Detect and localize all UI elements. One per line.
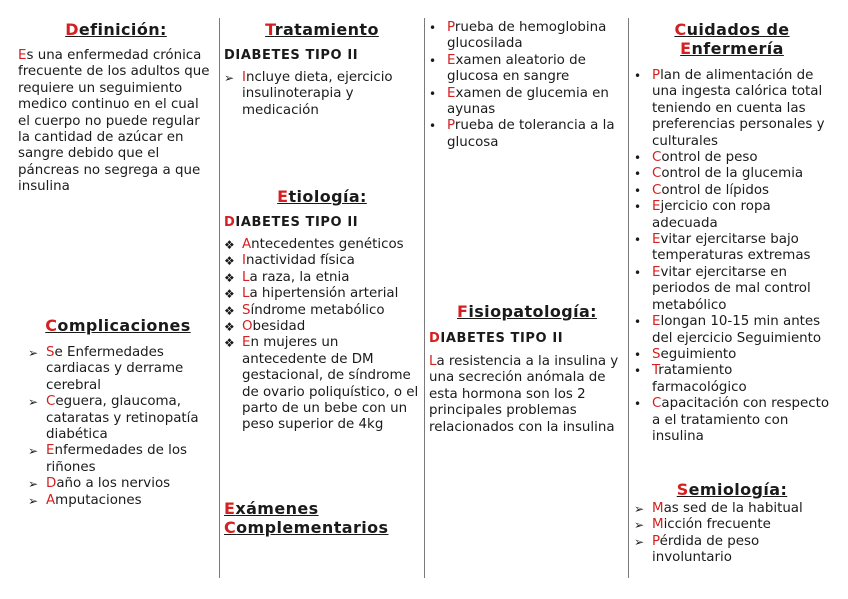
list-item: • Plan de alimentación de una ingesta calórica total teniendo en cuenta las preferencias personales y culturales: [634, 68, 825, 149]
list-item: • Ejercicio con ropa adecuada: [634, 199, 771, 231]
diamond-bullet-icon: ❖: [224, 254, 235, 269]
tratamiento-section: [224, 20, 420, 119]
list-item: • Seguimiento: [634, 346, 737, 362]
diamond-bullet-icon: ❖: [224, 303, 235, 318]
column-divider-2: [424, 18, 425, 578]
complicaciones-title: Complicaciones: [45, 316, 191, 335]
semiologia-section: [634, 480, 830, 567]
definicion-section: [18, 20, 214, 196]
etiologia-list: [224, 237, 420, 434]
arrow-bullet-icon: ➢: [28, 395, 39, 410]
arrow-bullet-icon: ➢: [28, 477, 39, 492]
arrow-bullet-icon: ➢: [224, 71, 235, 85]
list-item: ➢ Se Enfermedades cardiacas y derrame cerebral: [28, 345, 184, 393]
tratamiento-subtitle: DIABETES TIPO II: [224, 48, 359, 63]
list-item: • Capacitación con respecto a el tratamiento con insulina: [634, 396, 830, 444]
cuidados-section: [634, 20, 830, 445]
list-item: • Control de lípidos: [634, 182, 769, 198]
etiologia-title: Etiología:: [277, 187, 367, 206]
examenes-list-section: [429, 20, 625, 151]
tratamiento-list: [224, 70, 420, 119]
list-item: ❖ Antecedentes genéticos: [224, 237, 404, 252]
dot-bullet-icon: •: [429, 21, 437, 35]
list-item: ➢ Mas sed de la habitual: [634, 501, 803, 516]
diamond-bullet-icon: ❖: [224, 238, 235, 252]
complicaciones-section: [18, 316, 214, 509]
dot-bullet-icon: •: [634, 69, 642, 83]
arrow-bullet-icon: ➢: [28, 444, 39, 459]
examenes-list: [429, 20, 625, 151]
list-item: ❖ La raza, la etnia: [224, 269, 350, 285]
list-item: ➢ Incluye dieta, ejercicio insulinoterapia y medicación: [224, 70, 393, 118]
dot-bullet-icon: •: [429, 119, 437, 134]
list-item: ❖ Síndrome metabólico: [224, 302, 385, 318]
list-item: • Control de la glucemia: [634, 166, 804, 182]
arrow-bullet-icon: ➢: [28, 346, 39, 360]
dot-bullet-icon: •: [429, 86, 437, 101]
list-item: • Evitar ejercitarse en periodos de mal control metabólico: [634, 264, 811, 313]
etiologia-section: [224, 187, 420, 434]
list-item: ➢ Amputaciones: [28, 492, 142, 508]
dot-bullet-icon: •: [634, 183, 642, 198]
etiologia-subtitle: DIABETES TIPO II: [224, 215, 359, 230]
list-item: ➢ Enfermedades de los riñones: [28, 443, 188, 475]
semiologia-list: [634, 501, 830, 567]
fisiopatologia-text: La resistencia a la insulina y una secreción anómala de esta hormona son los 2 principales problemas relacionados con la insulina: [429, 354, 619, 435]
list-item: ❖ Obesidad: [224, 319, 306, 335]
fisiopatologia-subtitle: DIABETES TIPO II: [429, 331, 564, 346]
list-item: • Prueba de tolerancia a la glucosa: [429, 118, 615, 150]
dot-bullet-icon: •: [634, 347, 642, 362]
dot-bullet-icon: •: [634, 167, 642, 182]
diamond-bullet-icon: ❖: [224, 336, 235, 351]
list-item: ❖ En mujeres un antecedente de DM gestacional, de síndrome de ovario poliquístico, o el parto de un bebe con un peso superior de 4kg: [224, 335, 419, 433]
dot-bullet-icon: •: [634, 233, 642, 248]
list-item: • Examen aleatorio de glucosa en sangre: [429, 52, 586, 85]
arrow-bullet-icon: ➢: [634, 534, 645, 549]
complicaciones-list: [28, 345, 214, 509]
dot-bullet-icon: •: [634, 151, 642, 166]
arrow-bullet-icon: ➢: [28, 493, 39, 508]
list-item: ➢ Micción frecuente: [634, 517, 771, 533]
arrow-bullet-icon: ➢: [634, 518, 645, 533]
dot-bullet-icon: •: [429, 53, 437, 68]
list-item: • Tratamiento farmacológico: [634, 363, 747, 395]
list-item: ➢ Pérdida de peso involuntario: [634, 533, 760, 566]
arrow-bullet-icon: ➢: [634, 502, 645, 516]
list-item: ❖ La hipertensión arterial: [224, 286, 399, 302]
fisiopatologia-title: Fisiopatología:: [457, 302, 597, 321]
dot-bullet-icon: •: [634, 200, 642, 215]
list-item: • Examen de glucemia en ayunas: [429, 85, 609, 118]
list-item: ❖ Inactividad física: [224, 253, 355, 269]
dot-bullet-icon: •: [634, 397, 642, 412]
dot-bullet-icon: •: [634, 315, 642, 330]
list-item: ➢ Ceguera, glaucoma, cataratas y retinopatía diabética: [28, 394, 199, 443]
examenes-title-line1: Exámenes: [224, 499, 319, 518]
list-item: • Prueba de hemoglobina glucosilada: [429, 20, 607, 52]
semiologia-title: Semiología:: [676, 480, 788, 499]
definicion-title: Definición:: [65, 20, 167, 39]
definicion-text: Es una enfermedad crónica frecuente de los adultos que requiere un seguimiento medico continuo en el cual el cuerpo no puede regular la cantidad de azúcar en sangre debido que el páncreas no segrega a que insulina: [18, 48, 210, 195]
tratamiento-title: Tratamiento: [265, 20, 379, 39]
list-item: • Elongan 10-15 min antes del ejercicio Seguimiento: [634, 314, 822, 346]
column-divider-3: [628, 18, 629, 578]
list-item: • Control de peso: [634, 150, 758, 166]
fisiopatologia-section: [429, 302, 625, 436]
cuidados-title-line1: Cuidados de: [674, 20, 790, 39]
dot-bullet-icon: •: [634, 265, 642, 280]
list-item: • Evitar ejercitarse bajo temperaturas extremas: [634, 232, 811, 264]
cuidados-list: [634, 68, 830, 445]
examenes-title-line2: Complementarios: [224, 518, 389, 537]
dot-bullet-icon: •: [634, 364, 642, 379]
column-divider-1: [219, 18, 220, 578]
examenes-section: [224, 499, 420, 537]
diamond-bullet-icon: ❖: [224, 320, 235, 335]
list-item: ➢ Daño a los nervios: [28, 476, 171, 492]
diamond-bullet-icon: ❖: [224, 270, 235, 285]
diamond-bullet-icon: ❖: [224, 287, 235, 302]
cuidados-title-line2: Enfermería: [680, 39, 784, 58]
